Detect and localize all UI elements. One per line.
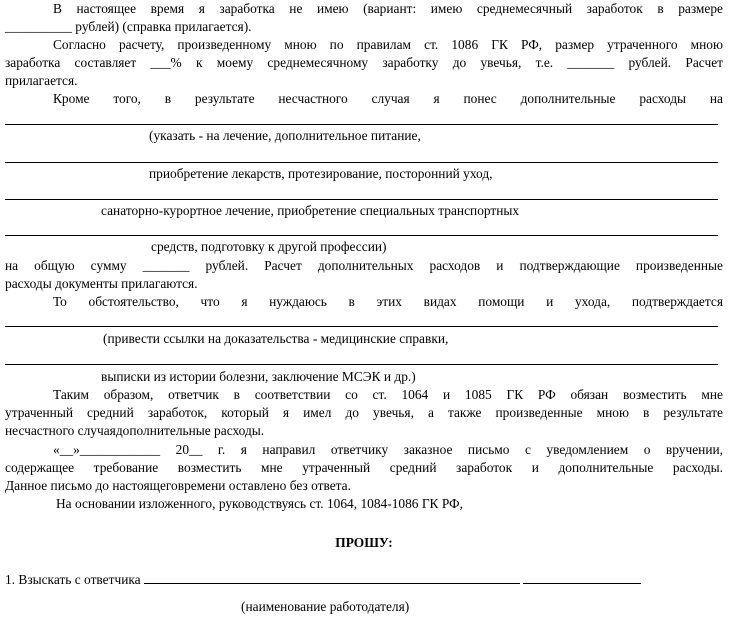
caption-expenses-3: санаторно-курортное лечение, приобретение специальных транспортных — [101, 203, 520, 218]
fill-line — [5, 199, 718, 200]
paragraph-calculation-line-3: прилагается. — [5, 73, 78, 88]
caption-expenses-4: средств, подготовку к другой профессии) — [151, 239, 387, 254]
paragraph-letter-line-1: «__»____________ 20__ г. я направил ответчику заказное письмо с уведомлением о вручении, — [53, 442, 723, 457]
request-title: ПРОШУ: — [335, 535, 393, 550]
paragraph-calculation-line-2: заработка составляет ___% к моему среднемесячному заработку до увечья, т.е. _______ рублей. Расчет — [5, 55, 723, 70]
paragraph-total-line-2: расходы документы прилагаются. — [5, 276, 198, 291]
paragraph-letter-line-2: содержащее требование возместить мне утраченный средний заработок и дополнительные расходы. — [5, 460, 723, 475]
paragraph-income-line-1: В настоящее время я заработка не имею (вариант: имею среднемесячный заработок в размере — [53, 1, 723, 16]
fill-line — [5, 326, 718, 327]
caption-expenses-1: (указать - на лечение, дополнительное питание, — [149, 128, 421, 143]
request-item-1-label: 1. Взыскать с ответчика — [5, 572, 141, 587]
fill-line — [5, 124, 718, 125]
paragraph-letter-line-3: Данное письмо до настоящеговремени оставлено без ответа. — [5, 478, 351, 493]
caption-evidence-1: (привести ссылки на доказательства - медицинские справки, — [103, 331, 449, 346]
paragraph-total-line-1: на общую сумму _______ рублей. Расчет дополнительных расходов и подтверждающие произведенные — [5, 258, 723, 273]
caption-evidence-2: выписки из истории болезни, заключение МСЭК и др.) — [101, 369, 416, 384]
paragraph-obligation-line-1: Таким образом, ответчик в соответствии со ст. 1064 и 1085 ГК РФ обязан возместить мне — [53, 387, 723, 402]
paragraph-proof-line-1: То обстоятельство, что я нуждаюсь в этих видах помощи и ухода, подтверждается — [53, 294, 723, 309]
fill-line — [5, 364, 718, 365]
paragraph-obligation-line-3: несчастного случаядополнительные расходы. — [5, 423, 265, 438]
paragraph-obligation-line-2: утраченный средний заработок, который я имел до увечья, а также произведенные мною в результате — [5, 405, 723, 420]
caption-employer: (наименование работодателя) — [241, 599, 410, 614]
defendant-name-fill-line-extra — [523, 570, 641, 584]
fill-line — [5, 235, 718, 236]
paragraph-basis-line-1: На основании изложенного, руководствуясь ст. 1064, 1084-1086 ГК РФ, — [56, 496, 463, 511]
paragraph-calculation-line-1: Согласно расчету, произведенному мною по правилам ст. 1086 ГК РФ, размер утраченного мною — [53, 37, 723, 52]
fill-line — [5, 162, 718, 163]
paragraph-income-line-2: __________ рублей) (справка прилагается). — [5, 19, 252, 34]
paragraph-expenses-line-1: Кроме того, в результате несчастного случая я понес дополнительные расходы на — [53, 91, 723, 106]
request-item-1 — [5, 570, 723, 588]
caption-expenses-2: приобретение лекарств, протезирование, посторонний уход, — [149, 166, 493, 181]
defendant-name-fill-line — [144, 570, 520, 584]
